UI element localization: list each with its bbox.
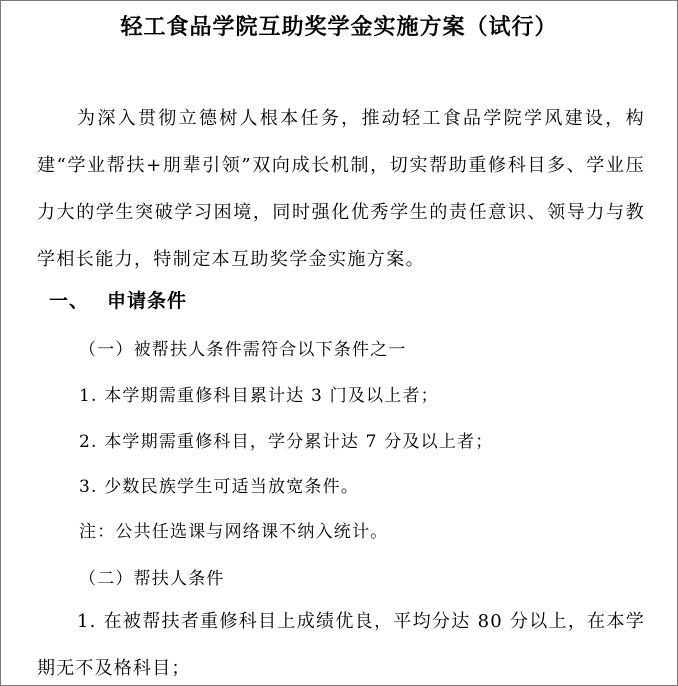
intro-paragraph: 为深入贯彻立德树人根本任务，推动轻工食品学院学风建设，构建“学业帮扶+朋辈引领”双向成长机制，切实帮助重修科目多、学业压力大的学生突破学习困境，同时强化优秀学生的责任意识、领导力与教学相长能力，特制定本互助奖学金实施方案。	[37, 108, 645, 270]
subsection-title-2: （二）帮扶人条件	[79, 569, 225, 589]
document-title: 轻工食品学院互助奖学金实施方案（试行）	[120, 14, 558, 40]
section-heading-1	[49, 285, 187, 317]
subsection-title-1: （一）被帮扶人条件需符合以下条件之一	[79, 340, 407, 360]
note-text: 注：公共任选课与网络课不纳入统计。	[79, 522, 389, 542]
list-item: 2. 本学期需重修科目，学分累计达 7 分及以上者；	[79, 432, 494, 452]
list-item: 1. 在被帮扶者重修科目上成绩优良，平均分达 80 分以上，在本学期无不及格科目；	[37, 611, 645, 679]
section-number: 一、	[49, 290, 90, 312]
list-item: 3. 少数民族学生可适当放宽条件。	[79, 477, 360, 497]
section-title: 申请条件	[107, 290, 188, 312]
list-item: 1. 本学期需重修科目累计达 3 门及以上者；	[79, 386, 439, 406]
